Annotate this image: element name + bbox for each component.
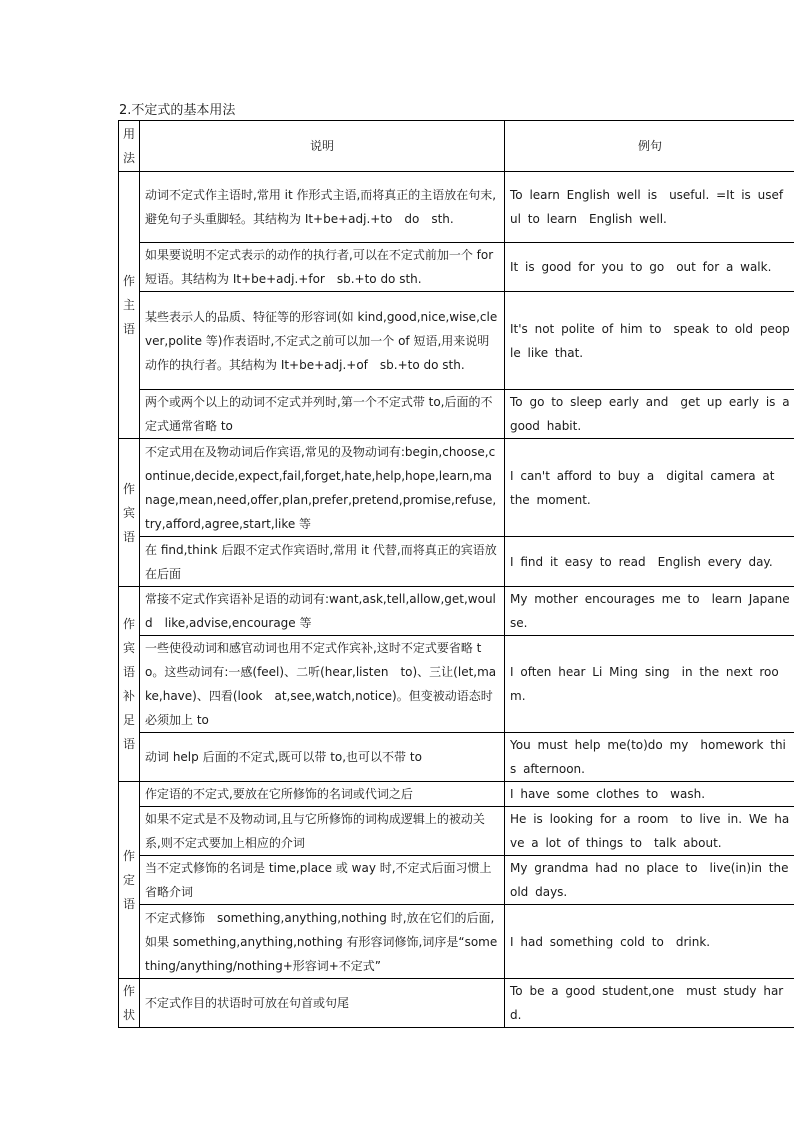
table-row [119, 439, 794, 537]
table-row [119, 856, 794, 905]
usage-cell: 作宾语 [119, 439, 140, 587]
table-row [119, 537, 794, 587]
table-row [119, 636, 794, 733]
section-title: 2.不定式的基本用法 [119, 103, 236, 118]
explanation-cell: 不定式修饰 something,anything,nothing 时,放在它们的后面,如果 something,anything,nothing 有形容词修饰,词序是“something/anything/nothing+形容词+不定式” [140, 905, 505, 979]
explanation-cell: 两个或两个以上的动词不定式并列时,第一个不定式带 to,后面的不定式通常省略 to [140, 390, 505, 439]
explanation-cell: 在 find,think 后跟不定式作宾语时,常用 it 代替,而将真正的宾语放在后面 [140, 537, 505, 587]
header-explanation: 说明 [140, 121, 505, 172]
usage-table-body [119, 121, 794, 1028]
header-usage: 用法 [119, 121, 140, 172]
example-cell: I often hear Li Ming sing in the next room. [505, 636, 794, 733]
example-cell: It's not polite of him to speak to old people like that. [505, 292, 794, 390]
example-cell: My grandma had no place to live(in)in the old days. [505, 856, 794, 905]
explanation-cell: 一些使役动词和感官动词也用不定式作宾补,这时不定式要省略 to。这些动词有:一感(feel)、二听(hear,listen to)、三让(let,make,have)、四看(look at,see,watch,notice)。但变被动语态时必须加上 to [140, 636, 505, 733]
table-row [119, 172, 794, 243]
explanation-cell: 不定式作目的状语时可放在句首或句尾 [140, 979, 505, 1028]
table-row [119, 782, 794, 807]
example-cell: It is good for you to go out for a walk. [505, 243, 794, 292]
example-cell: I find it easy to read English every day. [505, 537, 794, 587]
usage-cell: 作状 [119, 979, 140, 1028]
explanation-cell: 常接不定式作宾语补足语的动词有:want,ask,tell,allow,get,would like,advise,encourage 等 [140, 587, 505, 636]
explanation-cell: 作定语的不定式,要放在它所修饰的名词或代词之后 [140, 782, 505, 807]
table-row [119, 243, 794, 292]
header-row [119, 121, 794, 172]
table-row [119, 733, 794, 782]
table-row [119, 905, 794, 979]
table-row [119, 807, 794, 856]
explanation-cell: 当不定式修饰的名词是 time,place 或 way 时,不定式后面习惯上省略介词 [140, 856, 505, 905]
explanation-cell: 动词 help 后面的不定式,既可以带 to,也可以不带 to [140, 733, 505, 782]
example-cell: I have some clothes to wash. [505, 782, 794, 807]
example-cell: To go to sleep early and get up early is a good habit. [505, 390, 794, 439]
table-row [119, 292, 794, 390]
usage-cell: 作主语 [119, 172, 140, 439]
example-cell: You must help me(to)do my homework this afternoon. [505, 733, 794, 782]
table-row [119, 587, 794, 636]
explanation-cell: 如果不定式是不及物动词,且与它所修饰的词构成逻辑上的被动关系,则不定式要加上相应的介词 [140, 807, 505, 856]
usage-cell: 作宾语补足语 [119, 587, 140, 782]
table-row [119, 979, 794, 1028]
example-cell: He is looking for a room to live in. We have a lot of things to talk about. [505, 807, 794, 856]
example-cell: My mother encourages me to learn Japanese. [505, 587, 794, 636]
usage-table [118, 120, 794, 1028]
usage-cell: 作定语 [119, 782, 140, 979]
explanation-cell: 不定式用在及物动词后作宾语,常见的及物动词有:begin,choose,continue,decide,expect,fail,forget,hate,help,hope,learn,manage,mean,need,offer,plan,prefer,pretend,promise,refuse,try,afford,agree,start,like 等 [140, 439, 505, 537]
example-cell: To be a good student,one must study hard. [505, 979, 794, 1028]
explanation-cell: 如果要说明不定式表示的动作的执行者,可以在不定式前加一个 for 短语。其结构为 It+be+adj.+for sb.+to do sth. [140, 243, 505, 292]
example-cell: I can't afford to buy a digital camera at the moment. [505, 439, 794, 537]
table-row [119, 390, 794, 439]
example-cell: I had something cold to drink. [505, 905, 794, 979]
explanation-cell: 动词不定式作主语时,常用 it 作形式主语,而将真正的主语放在句末,避免句子头重脚轻。其结构为 It+be+adj.+to do sth. [140, 172, 505, 243]
header-example: 例句 [505, 121, 794, 172]
explanation-cell: 某些表示人的品质、特征等的形容词(如 kind,good,nice,wise,clever,polite 等)作表语时,不定式之前可以加一个 of 短语,用来说明动作的执行者。其结构为 It+be+adj.+of sb.+to do sth. [140, 292, 505, 390]
example-cell: To learn English well is useful. =It is useful to learn English well. [505, 172, 794, 243]
